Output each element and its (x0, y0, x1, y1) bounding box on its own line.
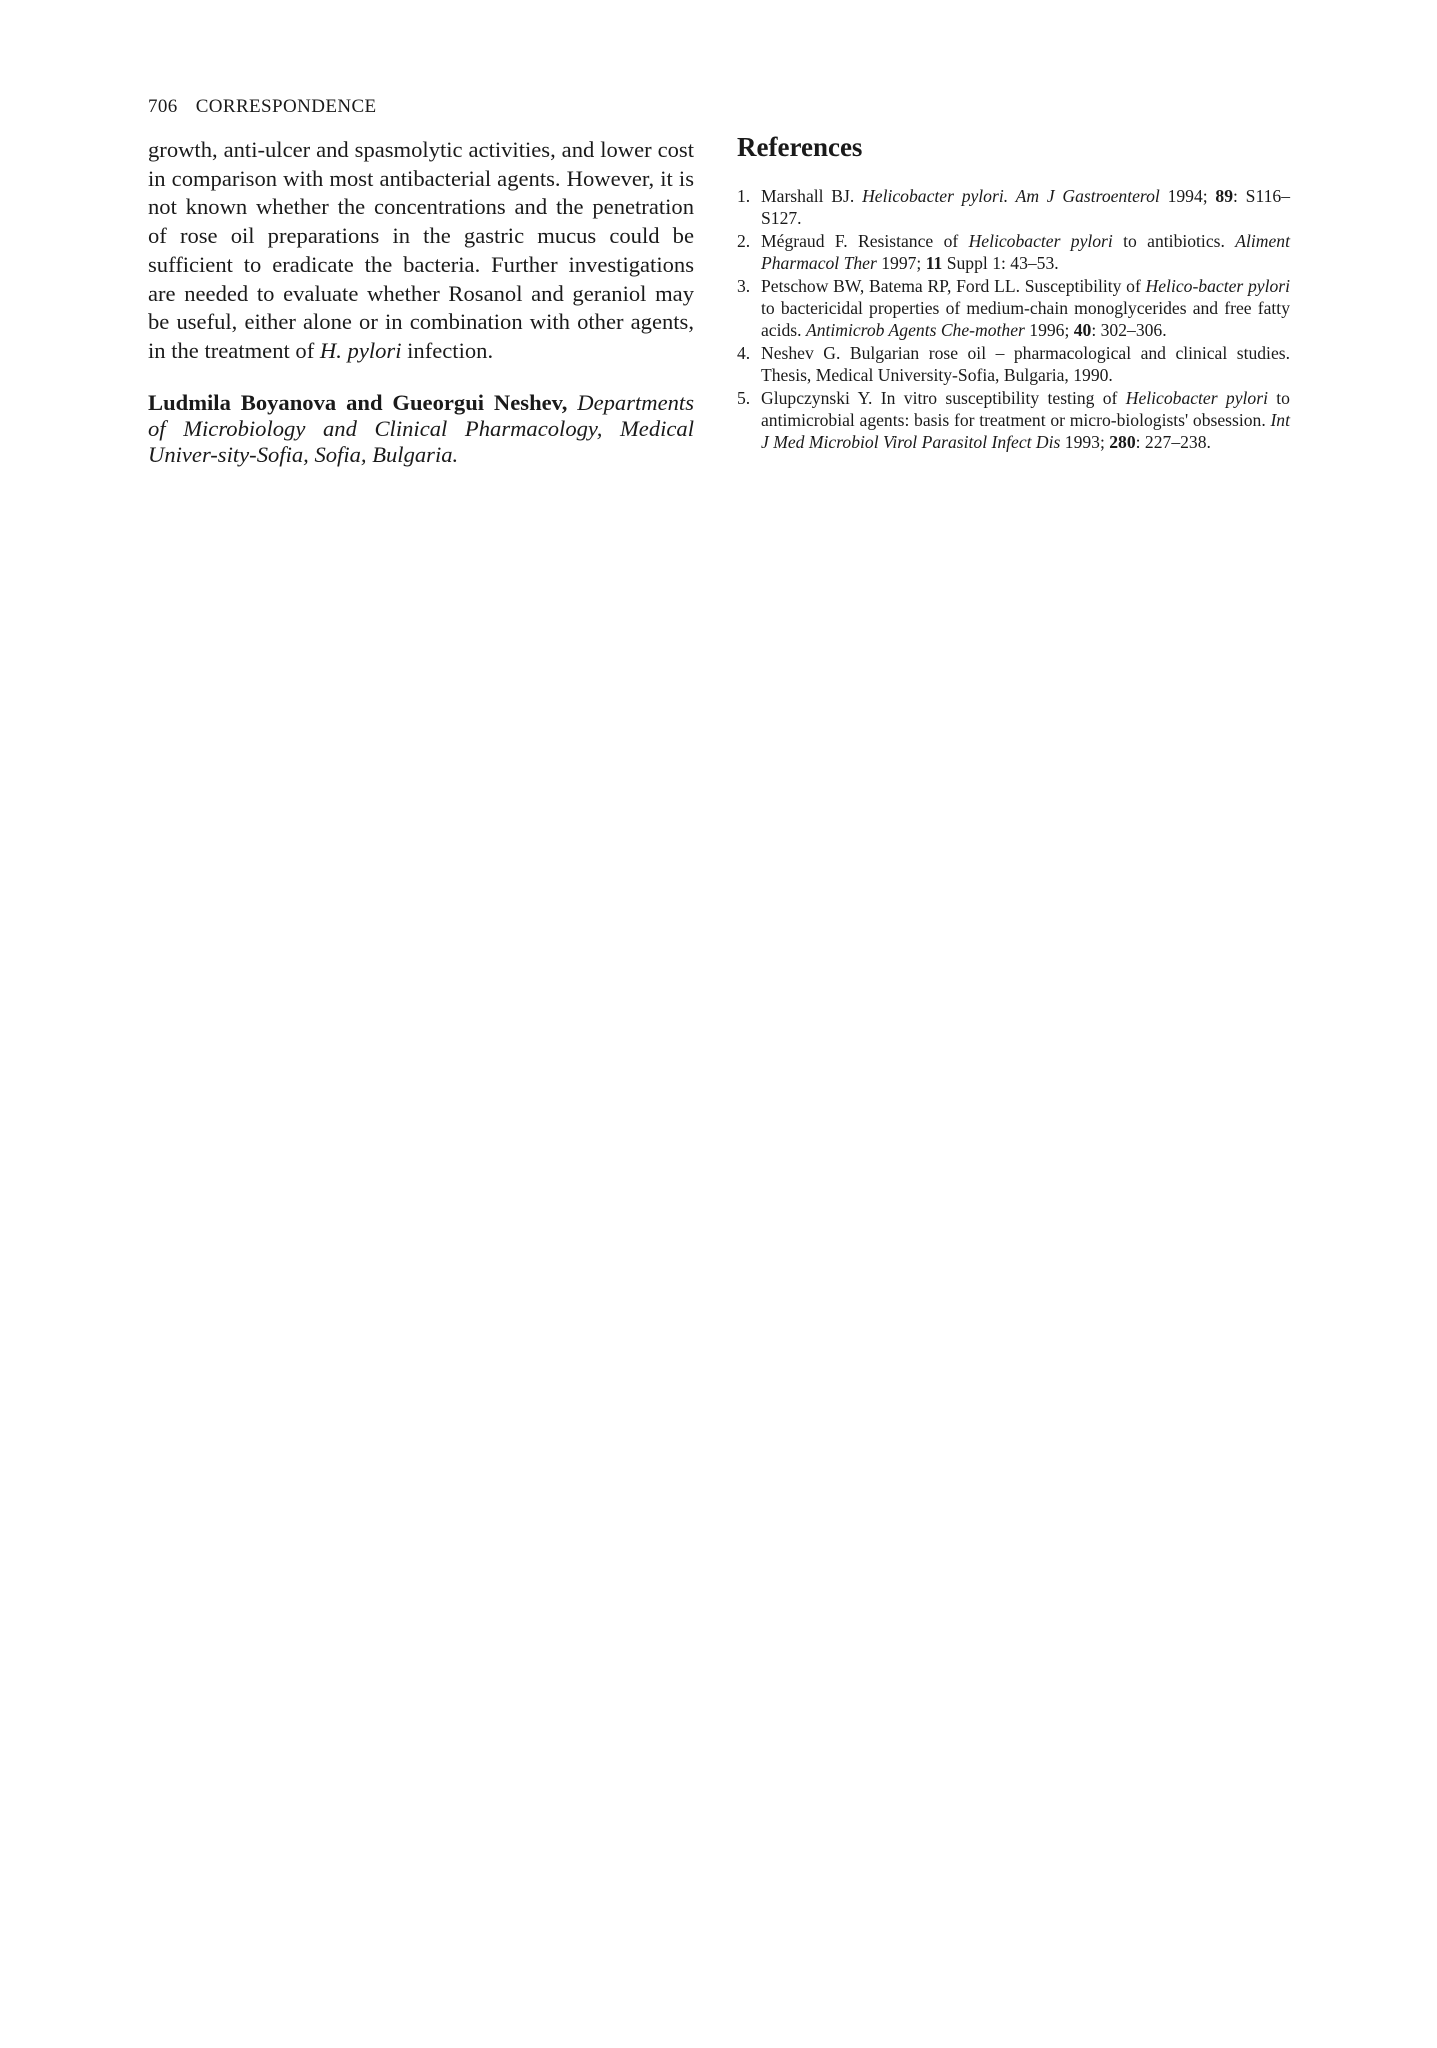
left-column (148, 136, 694, 468)
page-number: 706 (148, 96, 178, 117)
author-affiliation: Departments of Microbiology and Clinical Pharmacology, Medical Univer-sity-Sofia, Sofia, Bulgaria. (148, 389, 695, 467)
references-list (737, 185, 1290, 453)
author-names: Ludmila Boyanova and Gueorgui Neshev, (148, 389, 568, 415)
running-head (148, 96, 377, 118)
reference-item: 2. Mégraud F. Resistance of Helicobacter pylori to antibiotics. Aliment Pharmacol Ther 1997; 11 Suppl 1: 43–53. (737, 231, 1290, 273)
reference-item: 5. Glupczynski Y. In vitro susceptibility testing of Helicobacter pylori to antimicrobial agents: basis for treatment or micro-biologists' obsession. Int J Med Microbiol Virol Parasitol Infect Dis 1993; 280: 227–238. (737, 388, 1290, 452)
reference-item: 1. Marshall BJ. Helicobacter pylori. Am J Gastroenterol 1994; 89: S116–S127. (737, 186, 1290, 228)
references-column (737, 130, 1290, 454)
reference-item: 4. Neshev G. Bulgarian rose oil – pharmacological and clinical studies. Thesis, Medical University-Sofia, Bulgaria, 1990. (737, 343, 1290, 385)
reference-item: 3. Petschow BW, Batema RP, Ford LL. Susceptibility of Helico-bacter pylori to bactericidal properties of medium-chain monoglycerides and free fatty acids. Antimicrob Agents Che-mother 1996; 40: 302–306. (737, 276, 1290, 340)
species-name: H. pylori (319, 337, 402, 363)
section-title: CORRESPONDENCE (195, 96, 377, 117)
body-paragraph: growth, anti-ulcer and spasmolytic activities, and lower cost in comparison with most antibacterial agents. However, it is not known whether the concentrations and the penetration of rose oil preparations in the gastric mucus could be sufficient to eradicate the bacteria. Further investigations are needed to evaluate whether Rosanol and geraniol may be useful, either alone or in combination with other agents, in the treatment of H. pylori infection. (148, 137, 694, 363)
references-heading: References (737, 132, 863, 162)
author-signature (148, 390, 694, 468)
